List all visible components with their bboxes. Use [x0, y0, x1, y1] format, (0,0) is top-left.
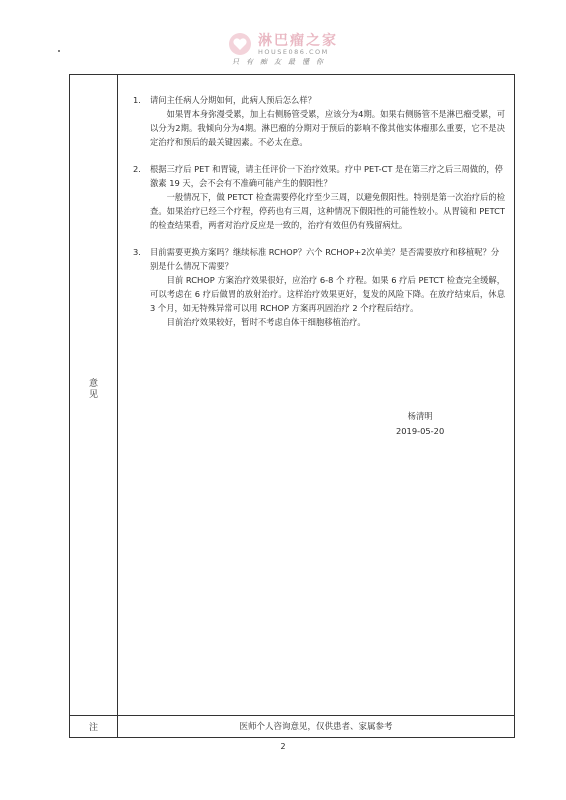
note-label: 注 — [88, 723, 98, 733]
logo-slogan: 只有痴友最懂你 — [232, 58, 330, 66]
column-divider — [117, 75, 118, 737]
note-text: 医师个人咨询意见，仅供患者、家属参考 — [239, 722, 393, 732]
signature-block — [396, 409, 444, 439]
answer-1: 如果胃本身弥漫受累，加上右侧肠管受累，应该分为4期。如果右侧肠管不是淋巴瘤受累，可以分为2期。我倾向分为4期。淋巴瘤的分期对于预后的影响不像其他实体瘤那么重要，它不是决定治疗和预后的最关键因素。不必太在意。 — [150, 109, 505, 147]
question-1: 1. 请问主任病人分期如何，此病人预后怎么样？ — [133, 95, 316, 105]
answer-3b: 目前治疗效果较好，暂时不考虑自体干细胞移植治疗。 — [166, 317, 366, 327]
doctor-name: 杨清明 — [407, 411, 433, 421]
qa-item-3 — [133, 245, 505, 329]
question-2: 2. 根据三疗后 PET 和胃镜，请主任评价一下治疗效果。疗中 PET-CT 是在第三疗之后三周做的，停激素 19 天，会不会有不准确可能产生的假阳性？ — [133, 164, 503, 188]
qa-item-2 — [133, 162, 505, 232]
row-divider — [70, 715, 514, 716]
logo-title: 淋巴瘤之家 — [258, 33, 338, 49]
sign-date: 2019-05-20 — [396, 426, 445, 436]
opinion-form-table — [69, 74, 515, 738]
heart-house-icon — [228, 32, 252, 56]
answer-2: 一般情况下，做 PETCT 检查需要停化疗至少三周，以避免假阳性。特别是第一次治疗后的检查。如果治疗已经三个疗程，停药也有三周，这种情况下假阳性的可能性较小。从胃镜和 PETCT 的检查结果看，两者对治疗反应是一致的，治疗有效但仍有残留病灶。 — [150, 192, 505, 230]
scan-speck — [58, 50, 60, 52]
opinion-label-char: 意 — [88, 379, 98, 389]
qa-content — [133, 93, 505, 342]
logo-url: HOUSE086.COM — [258, 48, 329, 56]
qa-item-1 — [133, 93, 505, 149]
opinion-label-char: 见 — [88, 390, 98, 400]
opinion-label — [70, 379, 117, 401]
question-3: 3. 目前需要更换方案吗？继续标准 RCHOP？六个 RCHOP+2次单美？是否需要放疗和移植呢？分别是什么情况下需要？ — [133, 247, 500, 271]
answer-3a: 目前 RCHOP 方案治疗效果很好，应治疗 6-8 个 疗程。如果 6 疗后 PETCT 检查完全缓解，可以考虑在 6 疗后做胃的放射治疗。这样治疗效果更好，复发的风险下降。在放疗结束后，休息 3 个月，如无特殊异常可以用 RCHOP 方案再巩固治疗 2 个疗程后结疗。 — [150, 275, 505, 313]
page-number: 2 — [280, 742, 286, 751]
